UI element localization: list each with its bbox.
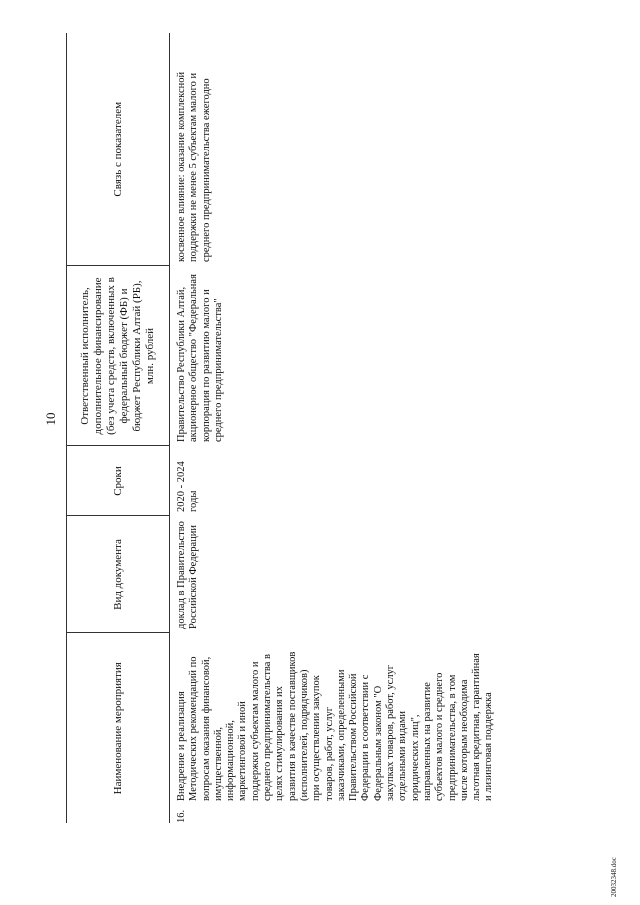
cell-name	[170, 633, 499, 823]
table-row	[170, 33, 499, 823]
header-indicator: Связь с показателем	[67, 33, 170, 266]
row-number: 16.	[176, 809, 187, 823]
page-number: 10	[43, 412, 58, 426]
cell-doc-type: доклад в Правительство Российской Федерации	[176, 521, 200, 629]
header-doc-type: Вид документа	[67, 516, 170, 633]
row-name: Внедрение и реализация Методических рекомендаций по вопросам оказания финансовой, имущественной, информационной, маркетинговой и иной поддержки субъектам малого и среднего предпринимательства в целях стимулирования их развития в качестве поставщиков (исполнителей, подрядчиков) при осуществлении закупок товаров, работ, услуг заказчиками, определенными Правительством Российской Федерации в соответствии с Федеральным законом "О закупках товаров, работ, услуг отдельными видами юридических лиц", направленных на развитие субъектов малого и среднего предпринимательства, в том числе которым необходима льготная кредитная, гарантийная и лизинговая поддержка	[176, 651, 495, 801]
header-terms: Сроки	[67, 446, 170, 516]
doc-code: 20032348.doc	[610, 857, 618, 897]
cell-terms: 2020 - 2024 годы	[176, 461, 200, 512]
measures-table	[66, 33, 499, 823]
table-header-row	[67, 33, 170, 823]
cell-indicator: косвенное влияние: оказание комплексной поддержки не менее 5 субъектам малого и среднего предпринимательства ежегодно	[176, 71, 212, 262]
header-executor: Ответственный исполнитель, дополнительное финансирование (без учета средств, включенных в федеральный бюджет (ФБ) и бюджет Республики Алтай (РБ), млн. рублей	[67, 266, 170, 446]
cell-executor: Правительство Республики Алтай, акционерное общество "Федеральная корпорация по развитию малого и среднего предпринимательства"	[176, 274, 224, 442]
header-name: Наименование мероприятия	[67, 633, 170, 823]
